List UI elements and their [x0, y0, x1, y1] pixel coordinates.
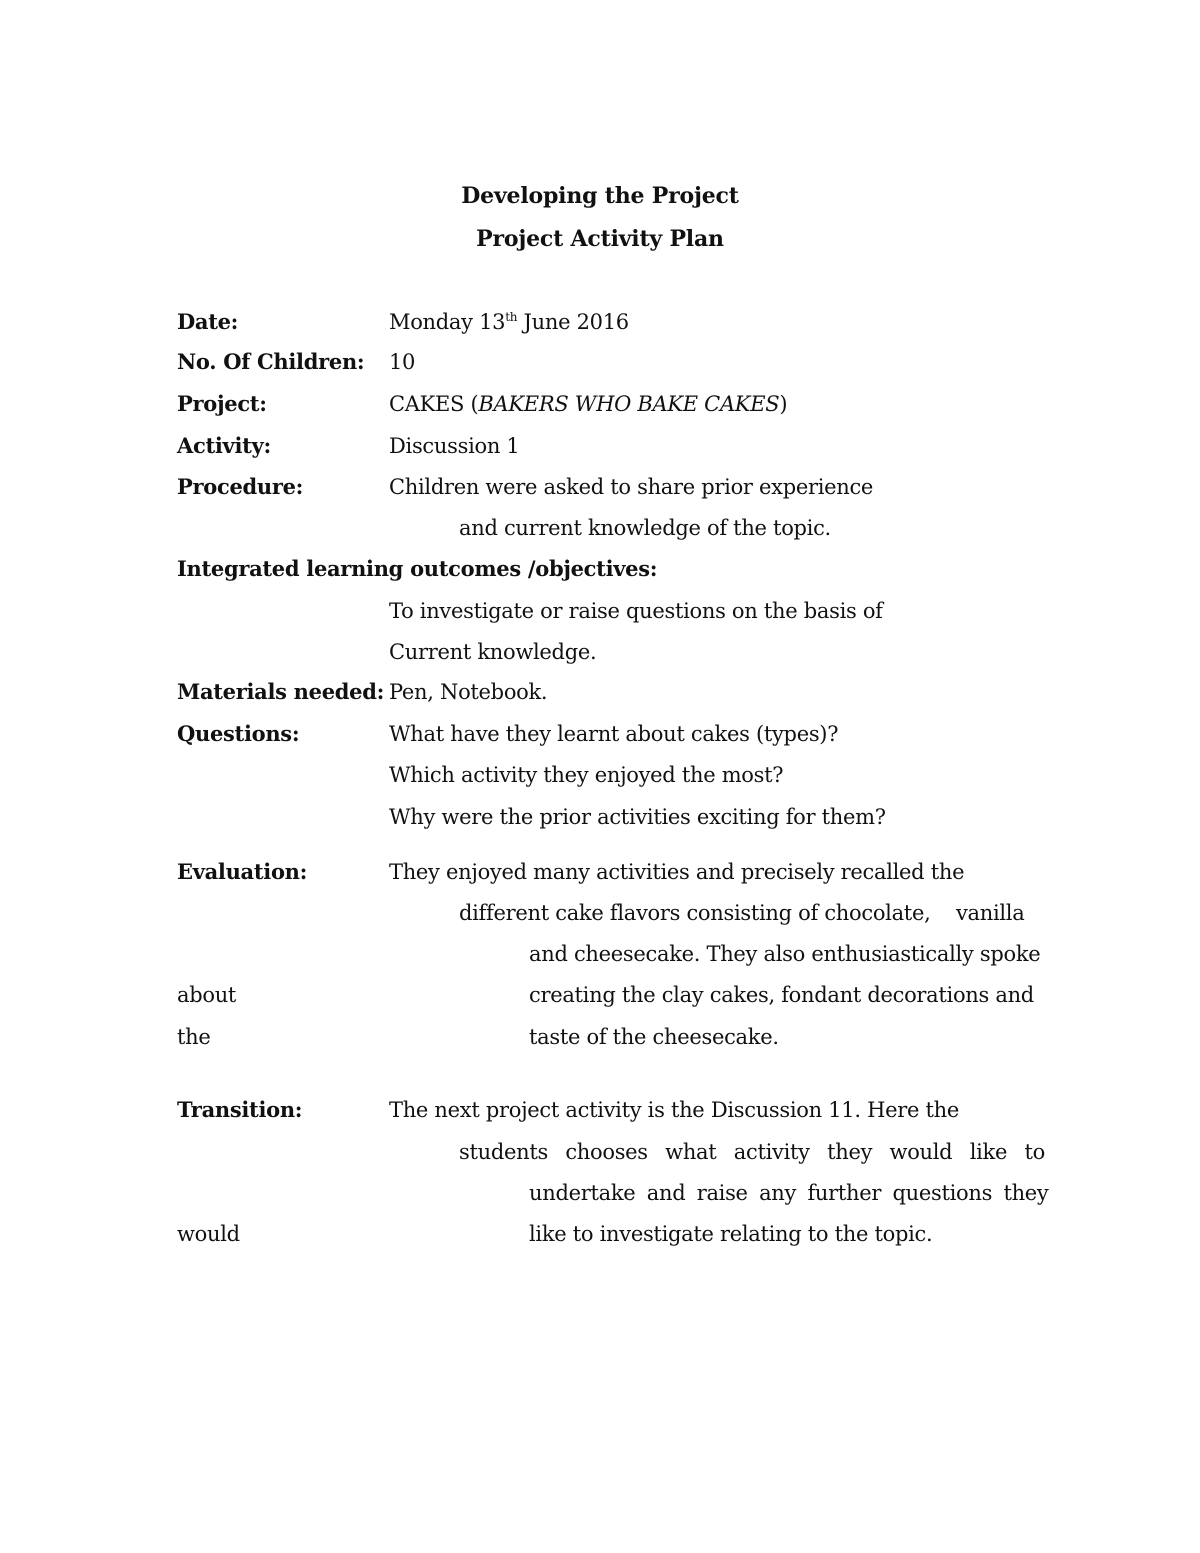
project-value-italic: BAKERS WHO BAKE CAKES	[478, 392, 780, 416]
transition-left-word: would	[177, 1222, 240, 1246]
children-label: No. Of Children:	[177, 349, 365, 374]
document-title: Developing the Project	[461, 183, 739, 209]
questions-label: Questions:	[177, 721, 300, 746]
question-item: Why were the prior activities exciting for them?	[389, 805, 886, 829]
evaluation-line: They enjoyed many activities and precisely recalled the	[389, 860, 965, 884]
evaluation-line: creating the clay cakes, fondant decorations and	[529, 983, 1034, 1007]
date-value-main: Monday 13	[389, 310, 506, 334]
materials-label: Materials needed:	[177, 679, 385, 704]
project-value	[389, 390, 787, 418]
outcomes-line: Current knowledge.	[389, 640, 597, 664]
materials-value: Pen, Notebook.	[389, 680, 548, 704]
project-value-post: )	[779, 392, 788, 416]
evaluation-label: Evaluation:	[177, 859, 308, 884]
procedure-line: and current knowledge of the topic.	[459, 516, 831, 540]
date-value-suffix: th	[505, 310, 518, 324]
date-label: Date:	[177, 309, 239, 334]
procedure-line: Children were asked to share prior experience	[389, 475, 874, 499]
outcomes-label: Integrated learning outcomes /objectives:	[177, 556, 658, 581]
question-item: Which activity they enjoyed the most?	[389, 763, 784, 787]
activity-value: Discussion 1	[389, 434, 520, 458]
project-value-pre: CAKES (	[389, 392, 479, 416]
evaluation-left-word: about	[177, 983, 237, 1007]
transition-line: undertake and raise any further questions they	[529, 1181, 1049, 1205]
date-value-rest: June 2016	[517, 310, 629, 334]
question-item: What have they learnt about cakes (types)?	[389, 722, 839, 746]
evaluation-line: taste of the cheesecake.	[529, 1025, 779, 1049]
evaluation-line: different cake flavors consisting of chocolate, vanilla	[459, 901, 1025, 925]
transition-label: Transition:	[177, 1097, 303, 1122]
date-value	[389, 308, 629, 336]
transition-line: The next project activity is the Discussion 11. Here the	[389, 1098, 959, 1122]
evaluation-left-word: the	[177, 1025, 211, 1049]
activity-label: Activity:	[177, 433, 271, 458]
outcomes-line: To investigate or raise questions on the basis of	[389, 599, 883, 623]
evaluation-line: and cheesecake. They also enthusiastically spoke	[529, 942, 1041, 966]
transition-line: like to investigate relating to the topic.	[529, 1222, 933, 1246]
children-value: 10	[389, 350, 416, 374]
procedure-label: Procedure:	[177, 474, 304, 499]
transition-line: students chooses what activity they would like to	[459, 1140, 1045, 1164]
project-label: Project:	[177, 391, 267, 416]
document-subtitle: Project Activity Plan	[476, 226, 724, 252]
